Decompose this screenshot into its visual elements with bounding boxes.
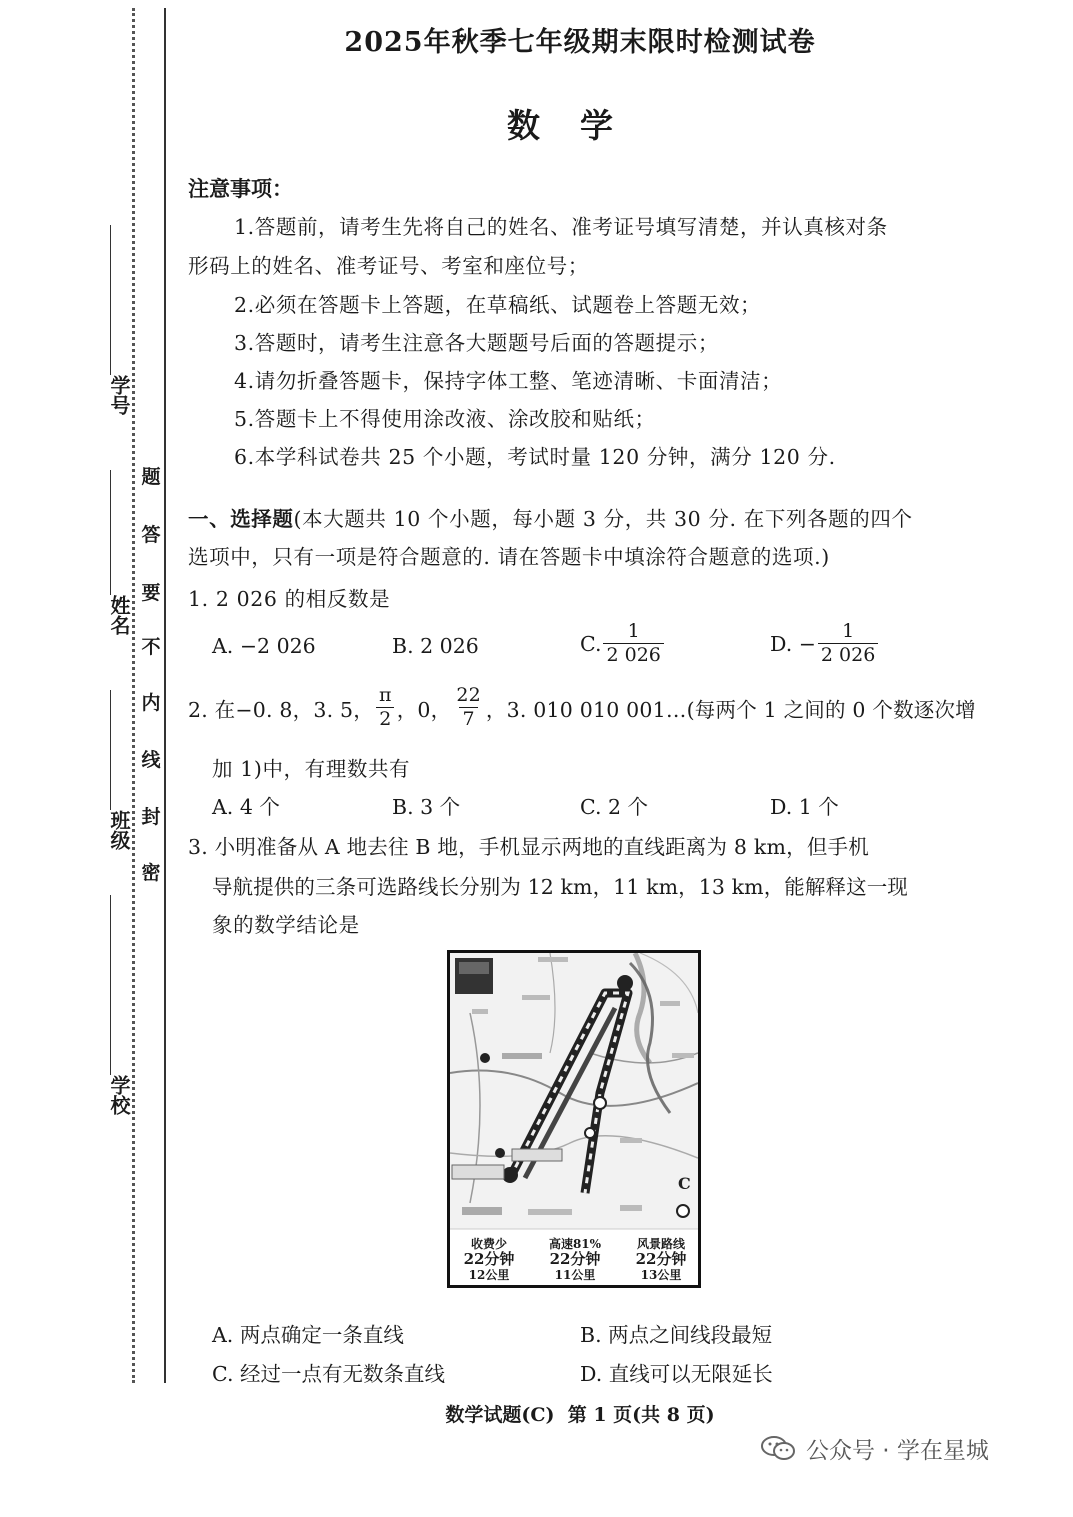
route-time: 22分钟 [549, 1250, 601, 1268]
section-desc: (本大题共 10 个小题，每小题 3 分，共 30 分. 在下列各题的四个 [293, 507, 913, 531]
q3-option-c: C. 经过一点有无数条直线 [212, 1362, 445, 1386]
fill-line [110, 470, 111, 595]
notice-line: 6.本学科试卷共 25 个小题，考试时量 120 分钟，满分 120 分. [234, 445, 836, 469]
stem-part: ，0， [396, 697, 452, 722]
numerator: 1 [842, 620, 855, 642]
route-distance: 13公里 [640, 1268, 682, 1282]
question-3-stem-cont: 导航提供的三条可选路线长分别为 12 km，11 km，13 km，能解释这一现 [212, 875, 908, 899]
field-school [100, 895, 131, 1155]
svg-text:C: C [678, 1174, 691, 1193]
q2-option-d: D. 1 个 [770, 795, 839, 819]
fraction [453, 686, 484, 729]
navigation-map-figure [447, 950, 701, 1288]
wechat-icon [760, 1435, 796, 1461]
q2-option-a: A. 4 个 [212, 795, 280, 819]
q3-option-b: B. 两点之间线段最短 [580, 1323, 773, 1347]
seal-char: 题 [141, 466, 161, 488]
seal-char: 答 [141, 524, 161, 546]
fraction [818, 622, 878, 665]
fraction [603, 622, 663, 665]
binding-dotted-line [132, 8, 135, 1383]
field-label-student-id: 学号 [107, 375, 131, 415]
q1-option-a: A. −2 026 [212, 634, 316, 658]
seal-char: 要 [141, 582, 161, 604]
page-footer: 数学试题(C) 第 1 页(共 8 页) [445, 1404, 715, 1426]
binding-solid-line [164, 8, 166, 1383]
denominator: 2 026 [818, 643, 878, 665]
q1-option-c [580, 622, 666, 665]
q3-option-d: D. 直线可以无限延长 [580, 1362, 773, 1386]
denominator: 7 [459, 707, 477, 729]
q2-option-c: C. 2 个 [580, 795, 649, 819]
section-desc-line: 选项中，只有一项是符合题意的. 请在答题卡中填涂符合题意的选项.) [188, 545, 830, 569]
subject-title: 数学 [507, 106, 653, 145]
fill-line [110, 225, 111, 375]
field-class [100, 690, 131, 905]
notice-line: 形码上的姓名、准考证号、考室和座位号； [188, 254, 589, 278]
fill-line [110, 690, 111, 810]
notice-heading: 注意事项： [188, 176, 293, 201]
question-1-stem: 1. 2 026 的相反数是 [188, 587, 391, 611]
q3-option-a: A. 两点确定一条直线 [212, 1323, 404, 1347]
exam-title: 2025年秋季七年级期末限时检测试卷 [344, 27, 816, 58]
q1-option-b: B. 2 026 [392, 634, 479, 658]
question-2-stem-cont: 加 1)中，有理数共有 [212, 757, 411, 781]
watermark-text: 公众号 · 学在星城 [806, 1437, 989, 1464]
seal-char: 密 [141, 862, 161, 884]
notice-line: 4.请勿折叠答题卡，保持字体工整、笔迹清晰、卡面清洁； [234, 369, 783, 393]
field-label-school: 学校 [107, 1075, 131, 1115]
seal-char: 不 [141, 636, 161, 658]
notice-line: 1.答题前，请考生先将自己的姓名、准考证号填写清楚，并认真核对条 [234, 215, 888, 239]
option-label: C. [580, 631, 602, 656]
denominator: 2 026 [603, 643, 663, 665]
notice-line: 5.答题卡上不得使用涂改液、涂改胶和贴纸； [234, 407, 656, 431]
section-title: 一、选择题 [188, 507, 294, 531]
route-time: 22分钟 [463, 1250, 515, 1268]
map-drawing [450, 953, 698, 1285]
field-name [100, 470, 131, 700]
field-label-class: 班级 [107, 810, 131, 850]
stem-part: 2. 在−0. 8，3. 5， [188, 697, 374, 722]
route-option [626, 1237, 696, 1282]
route-distance: 11公里 [554, 1268, 596, 1282]
seal-char: 线 [141, 749, 161, 771]
q2-option-b: B. 3 个 [392, 795, 461, 819]
route-time: 22分钟 [635, 1250, 687, 1268]
question-3-stem: 3. 小明准备从 A 地去往 B 地，手机显示两地的直线距离为 8 km，但手机 [188, 835, 869, 859]
option-label: D. − [770, 631, 816, 656]
route-distance: 12公里 [468, 1268, 510, 1282]
stem-part: ，3. 010 010 001…(每两个 1 之间的 0 个数逐次增 [485, 697, 976, 722]
section-heading [188, 502, 913, 532]
seal-char: 内 [141, 692, 161, 714]
denominator: 2 [376, 707, 394, 729]
seal-char: 封 [141, 806, 161, 828]
route-tag: 高速81% [548, 1237, 602, 1251]
numerator: 22 [456, 684, 481, 706]
route-option [540, 1237, 610, 1282]
field-label-name: 姓名 [107, 595, 131, 635]
numerator: π [379, 684, 392, 706]
question-3-stem-cont: 象的数学结论是 [212, 913, 360, 937]
numerator: 1 [627, 620, 640, 642]
notice-line: 3.答题时，请考生注意各大题题号后面的答题提示； [234, 331, 719, 355]
route-tag: 风景路线 [636, 1237, 685, 1251]
notice-line: 2.必须在答题卡上答题，在草稿纸、试题卷上答题无效； [234, 293, 762, 317]
route-tag: 收费少 [470, 1237, 507, 1251]
q1-option-d [770, 622, 880, 665]
question-2-stem [188, 686, 976, 729]
field-student-id [100, 225, 131, 470]
fraction [376, 686, 395, 729]
fill-line [110, 895, 111, 1075]
wechat-watermark [760, 1428, 989, 1468]
route-option [454, 1237, 524, 1282]
